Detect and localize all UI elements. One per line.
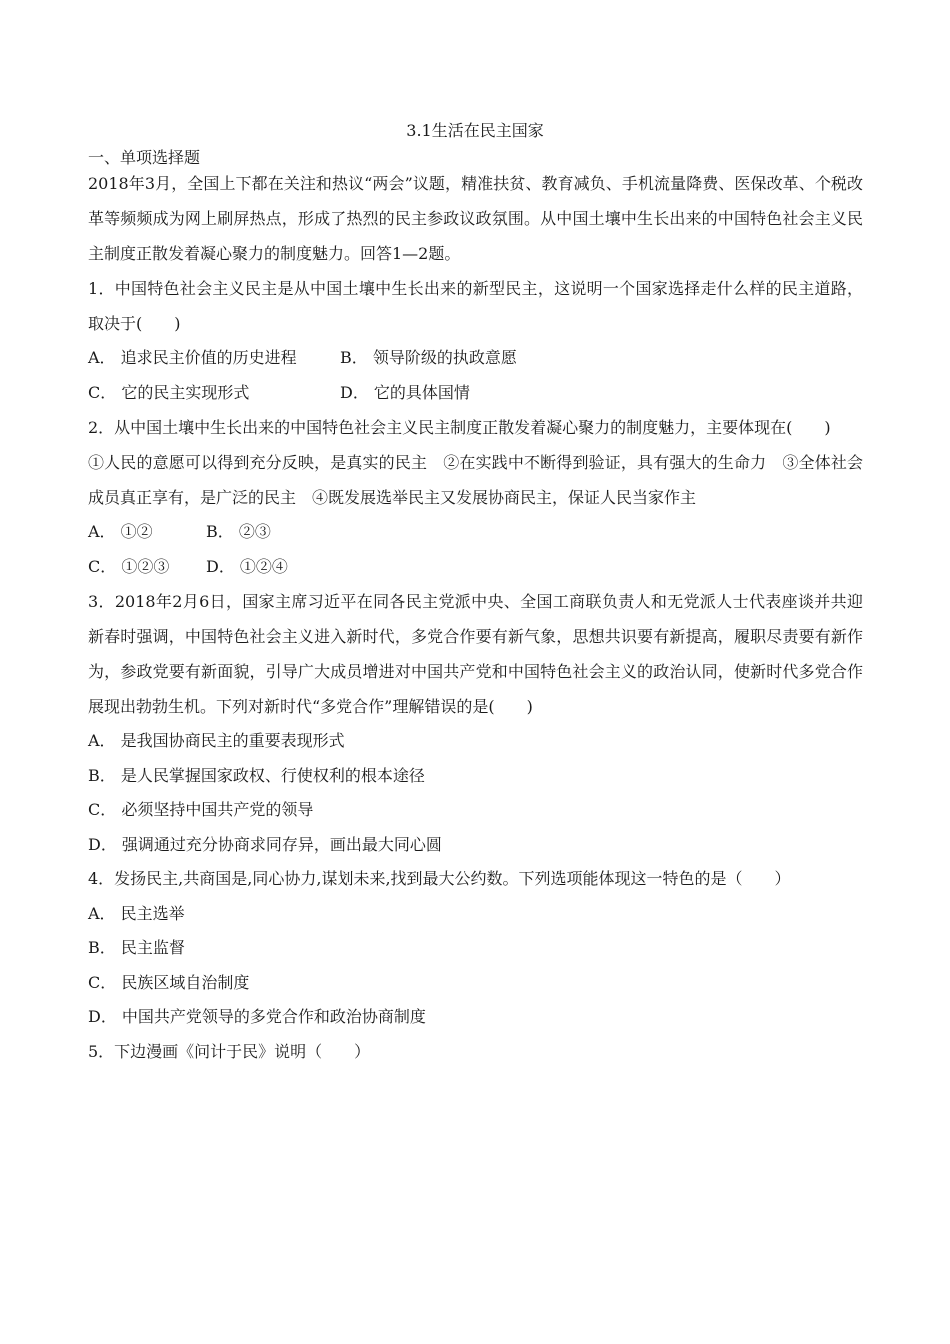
option-c: C． ①②③ — [88, 556, 170, 576]
section-heading: 一、单项选择题 — [88, 148, 201, 167]
option-row — [88, 376, 863, 411]
question-2 — [88, 410, 863, 584]
question-5 — [88, 1035, 863, 1070]
option-b: B． ②③ — [206, 522, 271, 541]
question-stem: 5．下边漫画《问计于民》说明（ ） — [88, 1041, 371, 1061]
option-row — [88, 341, 863, 376]
question-1 — [88, 271, 863, 410]
question-stem: 3．2018年2月6日，国家主席习近平在同各民主党派中央、全国工商联负责人和无党派人士代表座谈并共迎新春时强调，中国特色社会主义进入新时代，多党合作要有新气象，思想共识要有新提高，履职尽责要有新作为，参政党要有新面貌，引导广大成员增进对中国共产党和中国特色社会主义的政治认同，使新时代多党合作展现出勃勃生机。下列对新时代“多党合作”理解错误的是( ) — [88, 592, 863, 716]
option-a: A． 是我国协商民主的重要表现形式 — [88, 731, 345, 750]
option-row — [88, 515, 863, 550]
document-body — [88, 166, 863, 1069]
option-a: A． ①② — [88, 522, 153, 541]
intro-paragraph: 2018年3月，全国上下都在关注和热议“两会”议题，精准扶贫、教育减负、手机流量降费、医保改革、个税改革等频频成为网上刷屏热点，形成了热烈的民主参政议政氛围。从中国土壤中生长出来的中国特色社会主义民主制度正散发着凝心聚力的制度魅力。回答1—2题。 — [88, 174, 863, 263]
option-a: A． 民主选举 — [88, 903, 185, 923]
option-d: D． 它的具体国情 — [340, 382, 470, 402]
question-statements: ①人民的意愿可以得到充分反映，是真实的民主 ②在实践中不断得到验证，具有强大的生命力 ③全体社会成员真正享有，是广泛的民主 ④既发展选举民主又发展协商民主，保证人民当家作主 — [88, 453, 863, 507]
option-a: A． 追求民主价值的历史进程 — [88, 348, 297, 367]
option-c: C． 它的民主实现形式 — [88, 382, 250, 402]
option-c: C． 民族区域自治制度 — [88, 972, 250, 992]
option-b: B． 是人民掌握国家政权、行使权利的根本途径 — [88, 765, 425, 785]
question-stem: 2．从中国土壤中生长出来的中国特色社会主义民主制度正散发着凝心聚力的制度魅力，主要体现在( ) — [88, 418, 831, 437]
option-b: B． 民主监督 — [88, 938, 185, 957]
question-stem: 1．中国特色社会主义民主是从中国土壤中生长出来的新型民主，这说明一个国家选择走什么样的民主道路，取决于( ) — [88, 279, 863, 333]
document-title: 3.1生活在民主国家 — [406, 121, 544, 140]
option-row — [88, 550, 863, 585]
question-3 — [88, 584, 863, 862]
option-b: B． 领导阶级的执政意愿 — [340, 348, 517, 367]
option-c: C． 必须坚持中国共产党的领导 — [88, 800, 314, 819]
option-d: D． ①②④ — [206, 556, 288, 576]
option-d: D． 中国共产党领导的多党合作和政治协商制度 — [88, 1007, 426, 1026]
question-4 — [88, 862, 863, 1035]
question-stem: 4．发扬民主,共商国是,同心协力,谋划未来,找到最大公约数。下列选项能体现这一特色的是（ ） — [88, 869, 791, 888]
option-d: D． 强调通过充分协商求同存异，画出最大同心圆 — [88, 834, 442, 854]
